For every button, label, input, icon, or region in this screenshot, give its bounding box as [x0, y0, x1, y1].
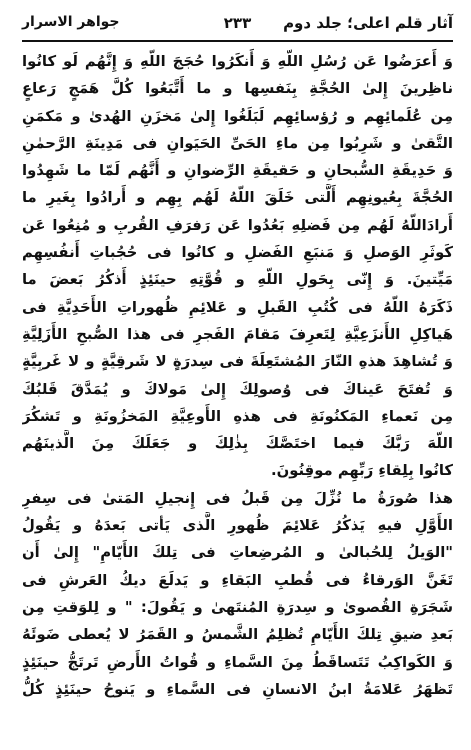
text-line: مِن نَعماءِ المَكنُونَةِ فی هذهِ الأَوعِيَّةِ المَخزُونَةِ و تَشكُرَ: [22, 407, 453, 425]
paragraph: [22, 485, 453, 703]
text-line: كانُوا بِلِقاءِ رَبِّهِم موقِنُونَ.: [270, 462, 453, 480]
text-line: هذا صُورَةُ ما نُزِّلَ مِن قَبلُ فی إِنجيلِ المَتیٰ فی سِفرِ: [22, 489, 453, 507]
text-line: وَ أَعرَضُوا عَن رُسُلِ اللّهِ وَ أَنكَرُوا حُجَجَ اللّهِ وَ إِنَّهُم لَو كانُوا: [22, 53, 453, 70]
text-line: "الوَيلُ لِلحُبالیٰ و المُرضِعاتِ فی تِلكَ الأَيّامِ" إِلیٰ أَن: [22, 544, 453, 562]
page-number: ۲۳۳: [223, 14, 252, 32]
text-line: وَ الكَواكِبُ تَتَساقَطُ مِنَ السَّماءِ و قُواتُ الأَرضِ تَرتَجُّ حينَئِذٍ: [22, 653, 453, 671]
text-line: هَياكِلِ الأَنزَعِيَّةِ لِتَعرِفَ مَقامَ الفَجرِ فی هذا الصُّبحِ الأَزَلِيَّةِ: [22, 325, 453, 343]
text-line: تَغَنَّ الوَرقاءُ فی قُطبِ البَقاءِ و يَدلَعَ ديكُ العَرشِ فی: [22, 571, 453, 589]
text-line: اللّهَ رَبَّكَ فيما اختَصَّكَ بِذٰلِكَ و جَعَلَكَ مِنَ الَّذينَهُم: [22, 435, 453, 453]
paragraph: [22, 48, 453, 485]
text-line: وَ تُفتَحَ عَيناكَ فی وُصولِكَ إِلیٰ مَولاكَ و يُمَدَّقَ قَلبُكَ: [22, 380, 453, 398]
text-line: وَ تُشاهِدَ هذهِ النّارَ المُشتَعِلَةَ فی سِدرَةٍ لا شَرقِيَّةٍ و لا غَربِيَّةٍ: [22, 353, 453, 371]
header-book-name: جواهر الاسرار: [22, 14, 120, 30]
text-line: مِن عُلَمائِهِم و رُؤسائِهِم لَبَلَغُوا إِلیٰ مَخزَنِ الهُدیٰ و مَكمَنِ: [22, 107, 453, 125]
text-line: ذَكَرَهُ اللّهُ فی كُتُبِ القَبلِ و عَلائِمِ ظُهوراتِ الأَحَدِيَّةِ فی: [22, 298, 453, 316]
text-line: الأَوَّلِ فيهِ يَذكُرُ عَلائِمَ ظُهورِ الَّذی يَأتی بَعدَهُ و يَقُولُ: [22, 517, 453, 535]
header-title: آثار قلم اعلی؛ جلد دوم: [283, 14, 453, 32]
text-line: أَرادَاللّهُ لَهُم مِن فَضلِهِ بَعُدُوا عَن رَفرَفِ القُربِ و مُنِعُوا عَن: [22, 216, 453, 234]
text-line: الحُجَّةَ بِعُيونِهِم أَلَّتی خَلَقَ اللّهُ لَهُم بِهِم و أَرادُوا بِغَيرِ ما: [22, 189, 453, 207]
text-line: ناظِرينَ إِلیٰ الحُجَّةِ بِنَفسِها و ما أَتَّبَعُوا كُلَّ هَمَجٍ رَعاعٍ: [22, 80, 453, 98]
text-line: كَوثَرِ الوَصلِ وَ مَنبَعِ الفَضلِ و كانُوا فی حُجُباتِ أَنفُسِهِم: [22, 244, 453, 262]
text-line: بَعدِ ضيقِ تِلكَ الأَيّامِ تُظلِمُ الشَّمسُ و القَمَرُ لا يُعطی ضَوئَهُ: [22, 626, 453, 644]
page-body: [22, 48, 453, 742]
text-line: تَظهَرُ عَلامَةُ ابنُ الانسانِ فی السَّماءِ و يَنوحُ حينَئِذٍ كُلُّ: [22, 680, 453, 698]
header-divider: [22, 40, 453, 42]
text-line: شَجَرَةِ القُصویٰ و سِدرَةِ المُنتَهیٰ و يَقُولَ: " و لِلوَقتِ مِن: [22, 598, 453, 616]
page-header: [22, 4, 453, 38]
text-line: مَيِّتينَ. وَ إِنّی بِحَولِ اللّهِ و قُوَّتِهِ حينَئِذٍ أَذكُرُ بَعضَ ما: [22, 271, 453, 289]
text-line: التَّقیٰ و شَرِبُوا مِن ماءِ الحَیِّ الحَیَوانِ فی مَدِینَةِ الرَّحمٰنِ: [22, 134, 453, 152]
text-line: وَ حَدِيقَةِ السُّبحانِ و حَقيقَةِ الرِّضوانِ و أَنَّهُم لَمّا ما شَهِدُوا: [22, 162, 453, 180]
